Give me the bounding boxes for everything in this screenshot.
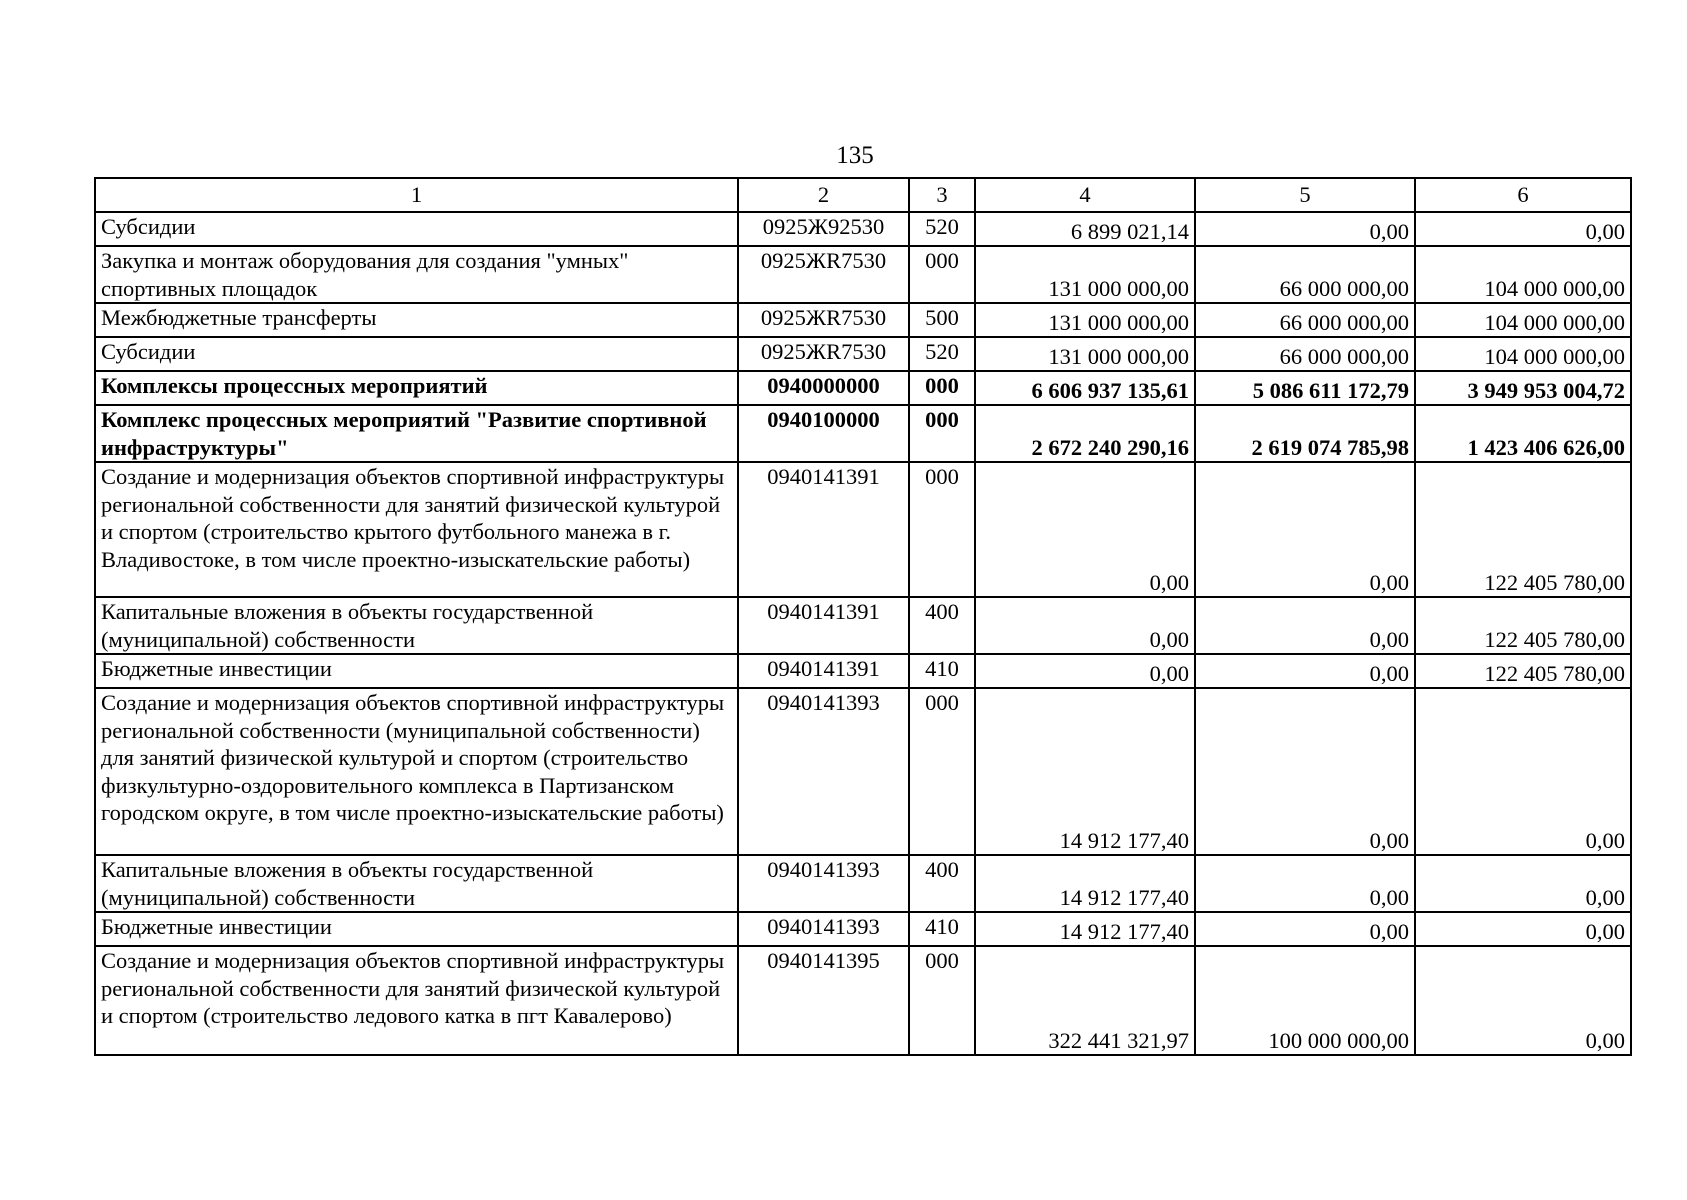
row-type-cell: 400	[909, 597, 975, 654]
table-row	[95, 405, 1631, 462]
row-value-col6-cell: 0,00	[1415, 912, 1631, 946]
row-value-col4-cell: 131 000 000,00	[975, 303, 1195, 337]
row-value-col5-cell: 0,00	[1195, 462, 1415, 597]
row-code-cell: 0940141391	[738, 462, 909, 597]
column-header-3: 3	[909, 178, 975, 212]
row-type-cell: 410	[909, 654, 975, 688]
row-name-cell: Создание и модернизация объектов спортивной инфраструктуры региональной собственности для занятий физической культурой и спортом (строительство ледового катка в пгт Кавалерово)	[95, 946, 738, 1055]
table-row	[95, 212, 1631, 246]
row-type-cell: 520	[909, 337, 975, 371]
row-type-cell: 400	[909, 855, 975, 912]
row-value-col5-cell: 5 086 611 172,79	[1195, 371, 1415, 405]
row-type-cell: 520	[909, 212, 975, 246]
table-row	[95, 654, 1631, 688]
table-row	[95, 855, 1631, 912]
row-value-col4-cell: 0,00	[975, 462, 1195, 597]
row-type-cell: 410	[909, 912, 975, 946]
row-value-col4-cell: 14 912 177,40	[975, 912, 1195, 946]
row-code-cell: 0940000000	[738, 371, 909, 405]
row-type-cell: 000	[909, 462, 975, 597]
row-type-cell: 000	[909, 371, 975, 405]
row-code-cell: 0925Ж92530	[738, 212, 909, 246]
row-value-col4-cell: 6 606 937 135,61	[975, 371, 1195, 405]
column-header-2: 2	[738, 178, 909, 212]
row-value-col6-cell: 104 000 000,00	[1415, 337, 1631, 371]
row-value-col5-cell: 0,00	[1195, 855, 1415, 912]
row-code-cell: 0925ЖR7530	[738, 303, 909, 337]
row-type-cell: 000	[909, 246, 975, 303]
row-code-cell: 0940100000	[738, 405, 909, 462]
row-value-col5-cell: 66 000 000,00	[1195, 246, 1415, 303]
table-row	[95, 912, 1631, 946]
row-value-col5-cell: 0,00	[1195, 212, 1415, 246]
row-name-cell: Капитальные вложения в объекты государственной (муниципальной) собственности	[95, 597, 738, 654]
row-value-col6-cell: 0,00	[1415, 212, 1631, 246]
row-type-cell: 000	[909, 688, 975, 855]
column-header-1: 1	[95, 178, 738, 212]
row-value-col5-cell: 66 000 000,00	[1195, 337, 1415, 371]
column-header-4: 4	[975, 178, 1195, 212]
row-value-col6-cell: 122 405 780,00	[1415, 597, 1631, 654]
row-type-cell: 500	[909, 303, 975, 337]
row-type-cell: 000	[909, 946, 975, 1055]
table-row	[95, 337, 1631, 371]
row-name-cell: Комплексы процессных мероприятий	[95, 371, 738, 405]
row-code-cell: 0940141391	[738, 597, 909, 654]
row-name-cell: Создание и модернизация объектов спортивной инфраструктуры региональной собственности (муниципальной собственности) для занятий физической культурой и спортом (строительство физкультурно-оздоровительного комплекса в Партизанском городском округе, в том числе проектно-изыскательские работы)	[95, 688, 738, 855]
row-value-col4-cell: 2 672 240 290,16	[975, 405, 1195, 462]
row-value-col5-cell: 100 000 000,00	[1195, 946, 1415, 1055]
column-header-6: 6	[1415, 178, 1631, 212]
table-row	[95, 462, 1631, 597]
row-name-cell: Субсидии	[95, 212, 738, 246]
row-code-cell: 0940141393	[738, 912, 909, 946]
column-header-5: 5	[1195, 178, 1415, 212]
row-value-col6-cell: 122 405 780,00	[1415, 654, 1631, 688]
row-name-cell: Субсидии	[95, 337, 738, 371]
table-row	[95, 688, 1631, 855]
table-row	[95, 371, 1631, 405]
row-value-col4-cell: 131 000 000,00	[975, 246, 1195, 303]
row-type-cell: 000	[909, 405, 975, 462]
row-value-col6-cell: 0,00	[1415, 946, 1631, 1055]
row-code-cell: 0940141395	[738, 946, 909, 1055]
row-value-col4-cell: 14 912 177,40	[975, 855, 1195, 912]
table-row	[95, 946, 1631, 1055]
row-value-col5-cell: 2 619 074 785,98	[1195, 405, 1415, 462]
row-code-cell: 0925ЖR7530	[738, 246, 909, 303]
row-value-col6-cell: 0,00	[1415, 688, 1631, 855]
row-code-cell: 0940141393	[738, 688, 909, 855]
row-value-col4-cell: 6 899 021,14	[975, 212, 1195, 246]
row-name-cell: Межбюджетные трансферты	[95, 303, 738, 337]
row-code-cell: 0940141393	[738, 855, 909, 912]
table-row	[95, 303, 1631, 337]
row-name-cell: Комплекс процессных мероприятий "Развитие спортивной инфраструктуры"	[95, 405, 738, 462]
row-value-col5-cell: 0,00	[1195, 597, 1415, 654]
row-name-cell: Бюджетные инвестиции	[95, 912, 738, 946]
row-value-col5-cell: 0,00	[1195, 688, 1415, 855]
row-value-col4-cell: 131 000 000,00	[975, 337, 1195, 371]
row-value-col4-cell: 0,00	[975, 654, 1195, 688]
row-value-col4-cell: 0,00	[975, 597, 1195, 654]
row-value-col4-cell: 322 441 321,97	[975, 946, 1195, 1055]
row-value-col6-cell: 122 405 780,00	[1415, 462, 1631, 597]
table-header-row	[95, 178, 1631, 212]
table-row	[95, 246, 1631, 303]
table-row	[95, 597, 1631, 654]
row-value-col5-cell: 0,00	[1195, 654, 1415, 688]
row-value-col6-cell: 0,00	[1415, 855, 1631, 912]
row-name-cell: Закупка и монтаж оборудования для создания "умных" спортивных площадок	[95, 246, 738, 303]
row-name-cell: Капитальные вложения в объекты государственной (муниципальной) собственности	[95, 855, 738, 912]
row-code-cell: 0940141391	[738, 654, 909, 688]
row-name-cell: Бюджетные инвестиции	[95, 654, 738, 688]
row-value-col4-cell: 14 912 177,40	[975, 688, 1195, 855]
row-value-col5-cell: 0,00	[1195, 912, 1415, 946]
row-name-cell: Создание и модернизация объектов спортивной инфраструктуры региональной собственности для занятий физической культурой и спортом (строительство крытого футбольного манежа в г. Владивостоке, в том числе проектно-изыскательские работы)	[95, 462, 738, 597]
page-number: 135	[836, 142, 874, 169]
row-value-col6-cell: 104 000 000,00	[1415, 303, 1631, 337]
row-value-col5-cell: 66 000 000,00	[1195, 303, 1415, 337]
budget-table	[94, 177, 1632, 1056]
row-value-col6-cell: 3 949 953 004,72	[1415, 371, 1631, 405]
row-value-col6-cell: 104 000 000,00	[1415, 246, 1631, 303]
row-value-col6-cell: 1 423 406 626,00	[1415, 405, 1631, 462]
row-code-cell: 0925ЖR7530	[738, 337, 909, 371]
